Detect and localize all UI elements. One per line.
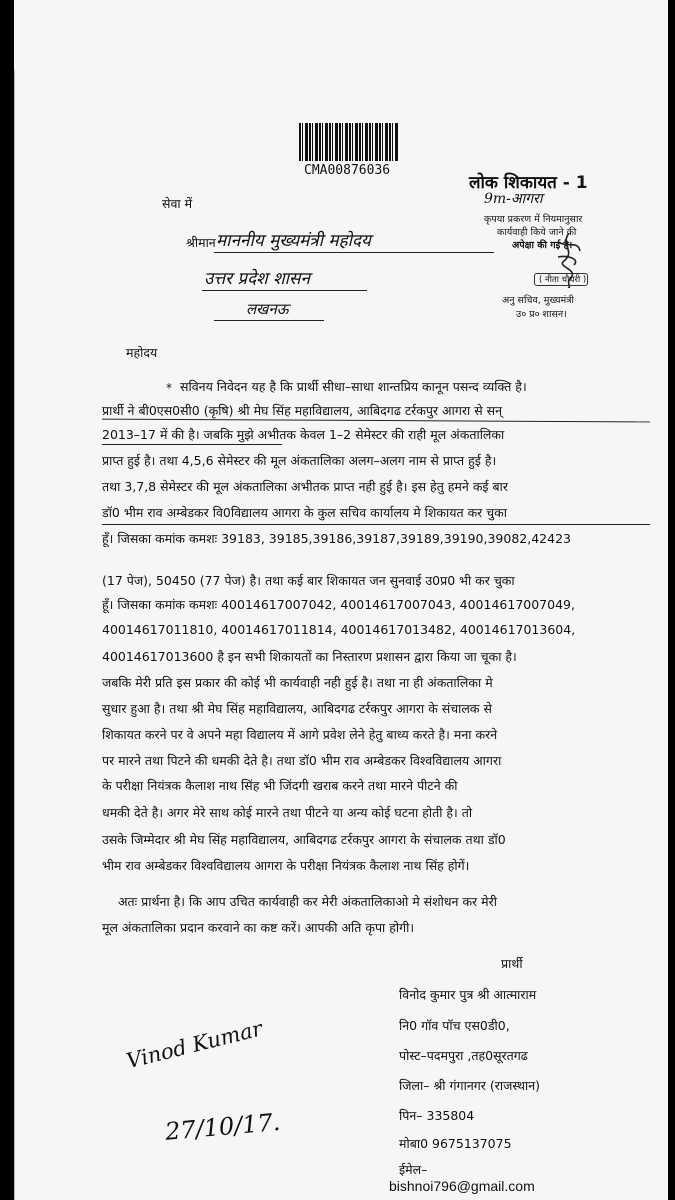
addressee-prefix: श्रीमान <box>186 235 216 250</box>
address-line: नि0 गॉव पॉच एस0डी0, <box>399 1018 510 1033</box>
body-line: जबकि मेरी प्रति इस प्रकार की कोई भी कार्यवाही नही हुई है। तथा ना ही अंकतालिका मे <box>102 675 493 690</box>
addressee-handwritten-line: लखनऊ <box>246 300 289 318</box>
body-line: 2013–17 में की है। जबकि मुझे अभीतक केवल 1–2 सेमेस्टर की राही मूल अंकतालिका <box>102 427 505 442</box>
body-line: सुधार हुआ है। तथा श्री मेघ सिंह महाविद्यालय, आबिदगढ टर्रकपुर आगरा के संचालक से <box>102 701 492 716</box>
mark-star: * <box>166 381 172 395</box>
barcode-number: CMA00876036 <box>304 163 391 178</box>
stamp-line: कृपया प्रकरण में नियमानुसार <box>484 214 583 225</box>
barcode <box>299 123 399 161</box>
salutation: महोदय <box>126 345 158 360</box>
underline-mark <box>102 444 282 445</box>
body-line: तथा 3,7,8 सेमेस्टर की मूल अंकतालिका अभीतक प्राप्त नही हुई है। इस हेतु हमने कई बार <box>102 479 509 494</box>
body-line: भीम राव अम्बेडकर विश्वविद्यालय आगरा के परीक्षा नियंत्रक कैलाश नाथ सिंह होगें। <box>102 858 470 873</box>
address-line: जिला– श्री गंगानगर (राजस्थान) <box>399 1078 541 1093</box>
body-line: डॉ0 भीम राव अम्बेडकर वि0विद्यालय आगरा के कुल सचिव कार्यालय मे शिकायत कर चुका <box>102 505 508 520</box>
body-line: उसके जिम्मेदार श्री मेघ सिंह महाविद्यालय, आबिदगढ टर्रकपुर आगरा के संचालक तथा डॉ0 <box>102 832 506 847</box>
body-line: हूँ। जिसका कमांक कमशः 39183, 39185,39186,39187,39189,39190,39082,42423 <box>102 531 571 546</box>
dotted-line <box>214 252 494 253</box>
body-line: अतः प्रार्थना है। कि आप उचित कार्यवाही कर मेरी अंकतालिकाओ मे संशोधन कर मेरी <box>118 894 497 909</box>
handwritten-signature: Vinod Kumar <box>124 1016 265 1074</box>
body-line: सविनय निवेदन यह है कि प्रार्थी सीधा–साधा शान्तप्रिय कानून पसन्द व्यक्ति है। <box>180 379 527 394</box>
addressee-handwritten-line: माननीय मुख्यमंत्री महोदय <box>216 231 371 251</box>
stamp-line: ( नीता चौधरी ) <box>539 275 587 285</box>
stamp-line: उ० प्र० शासन। <box>516 309 567 320</box>
document-page <box>14 0 668 1200</box>
body-line: (17 पेज), 50450 (77 पेज) है। तथा कई बार शिकायत जन सुनवाई उ0प्र0 भी कर चुका <box>102 573 515 588</box>
seva-me: सेवा में <box>162 196 193 211</box>
address-line: विनोद कुमार पुत्र श्री आत्माराम <box>399 987 537 1002</box>
handwritten-date: 27/10/17. <box>164 1107 282 1146</box>
body-line: 40014617011810, 40014617011814, 40014617013482, 40014617013604, <box>102 622 576 637</box>
body-line: हूँ। जिसका कमांक कमशः 40014617007042, 40014617007043, 40014617007049, <box>102 597 575 612</box>
stamp-title: लोक शिकायत - 1 <box>469 173 588 193</box>
addressee-handwritten-line: उत्तर प्रदेश शासन <box>204 269 310 289</box>
body-line: मूल अंकतालिका प्रदान करवाने का कष्ट करें। आपकी अति कृपा होगी। <box>102 920 415 935</box>
underline-mark <box>102 524 650 525</box>
page-fold-line <box>14 70 15 1200</box>
body-line: प्रार्थी ने बी0एस0सी0 (कृषि) श्री मेघ सिंह महाविद्यालय, आबिदगढ टर्रकपुर आगरा से सन् <box>102 403 503 418</box>
prarthi-label: प्रार्थी <box>501 956 523 971</box>
body-line: 40014617013600 है इन सभी शिकायतों का निस्तारण प्रशासन द्वारा किया जा चूका है। <box>102 649 517 664</box>
email-address: bishnoi796@gmail.com <box>389 1178 535 1194</box>
stamp-line: कार्यवाही किये जाने की <box>497 227 577 238</box>
dotted-line <box>202 290 367 291</box>
body-line: के परीक्षा नियंत्रक कैलाश नाथ सिंह भी जिंदगी खराब करने तथा मारने पीटने की <box>102 778 458 793</box>
body-line: प्राप्त हुई है। तथा 4,5,6 सेमेस्टर की मूल अंकतालिका अलग–अलग नाम से प्राप्त हुई है। <box>102 453 497 468</box>
address-line: ईमेल– <box>399 1162 428 1177</box>
underline-mark <box>102 419 650 423</box>
body-line: धमकी देते है। अगर मेरे साथ कोई मारने तथा पीटने या अन्य कोई घटना होती है। तो <box>102 805 473 820</box>
body-line: पर मारने तथा पिटने की धमकी देते है। तथा डॉ0 भीम राव अम्बेडकर विश्वविद्यालय आगरा <box>102 753 502 768</box>
address-line: पिन– 335804 <box>399 1108 475 1123</box>
stamp-line: अनु सचिव, मुख्यमंत्री <box>502 295 574 306</box>
dotted-line <box>214 320 324 321</box>
stamp-line: अपेक्षा की गई है। <box>512 240 573 251</box>
address-line: पोस्ट–पदमपुरा ,तह0सूरतगढ <box>399 1048 528 1063</box>
body-line: शिकायत करने पर वे अपने महा विद्यालय में आगे प्रवेश लेने हेतु बाध्य करते है। मना करने <box>102 727 498 742</box>
address-line: मोबा0 9675137075 <box>399 1136 512 1151</box>
stamp-handwritten: 9m-आगरा <box>484 191 543 207</box>
